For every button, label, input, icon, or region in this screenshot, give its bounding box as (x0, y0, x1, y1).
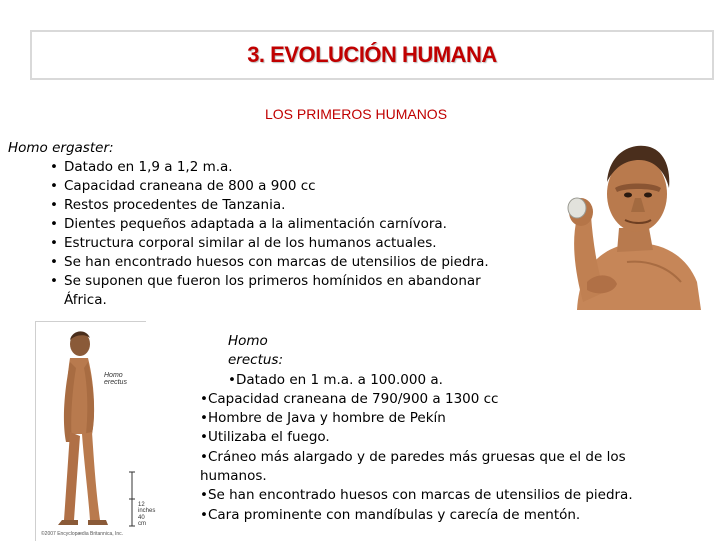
list-item: •Capacidad craneana de 790/900 a 1300 cc (200, 390, 499, 407)
list-item: •Utilizaba el fuego. (200, 429, 330, 446)
slide-title: 3. EVOLUCIÓN HUMANA (247, 42, 497, 67)
title-box (30, 30, 714, 80)
ergaster-section (8, 139, 548, 310)
list-item: •Hombre de Java y hombre de Pekín (200, 410, 446, 427)
erectus-standing-image (35, 321, 156, 541)
image-copyright: ©2007 Encyclopædia Britannica, Inc. (41, 531, 124, 537)
erectus-figure-icon (36, 322, 146, 541)
list-item: •Cara prominente con mandíbulas y carecía de mentón. (200, 506, 581, 523)
list-item: • Dientes pequeños adaptada a la alimentación carnívora. (64, 215, 548, 234)
ergaster-list (8, 158, 548, 310)
scale-inches-label: 12 inches (138, 502, 156, 514)
list-item: •Cráneo más alargado y de paredes más gruesas que el de los humanos. (200, 448, 626, 485)
list-item: • Se suponen que fueron los primeros homínidos en abandonar África. (64, 272, 504, 310)
ergaster-portrait-image (557, 132, 705, 310)
slide-subtitle: LOS PRIMEROS HUMANOS (265, 106, 448, 122)
list-item: •Datado en 1 m.a. a 100.000 a. (228, 371, 443, 388)
erectus-image-caption: Homo erectus (104, 372, 127, 386)
list-item: • Capacidad craneana de 800 a 900 cc (64, 177, 548, 196)
list-item: •Se han encontrado huesos con marcas de utensilios de piedra. (200, 487, 633, 504)
list-item: • Se han encontrado huesos con marcas de utensilios de piedra. (64, 253, 548, 272)
ergaster-figure-icon (557, 132, 705, 310)
ergaster-species: Homo ergaster: (8, 140, 114, 156)
scale-cm-label: 40 cm (138, 515, 146, 527)
list-item: • Estructura corporal similar al de los humanos actuales. (64, 234, 548, 253)
list-item: • Datado en 1,9 a 1,2 m.a. (64, 158, 548, 177)
list-item: • Restos procedentes de Tanzania. (64, 196, 548, 215)
erectus-section (200, 332, 700, 525)
erectus-species-line2: erectus: (228, 352, 284, 369)
erectus-species-line1: Homo (228, 333, 268, 349)
